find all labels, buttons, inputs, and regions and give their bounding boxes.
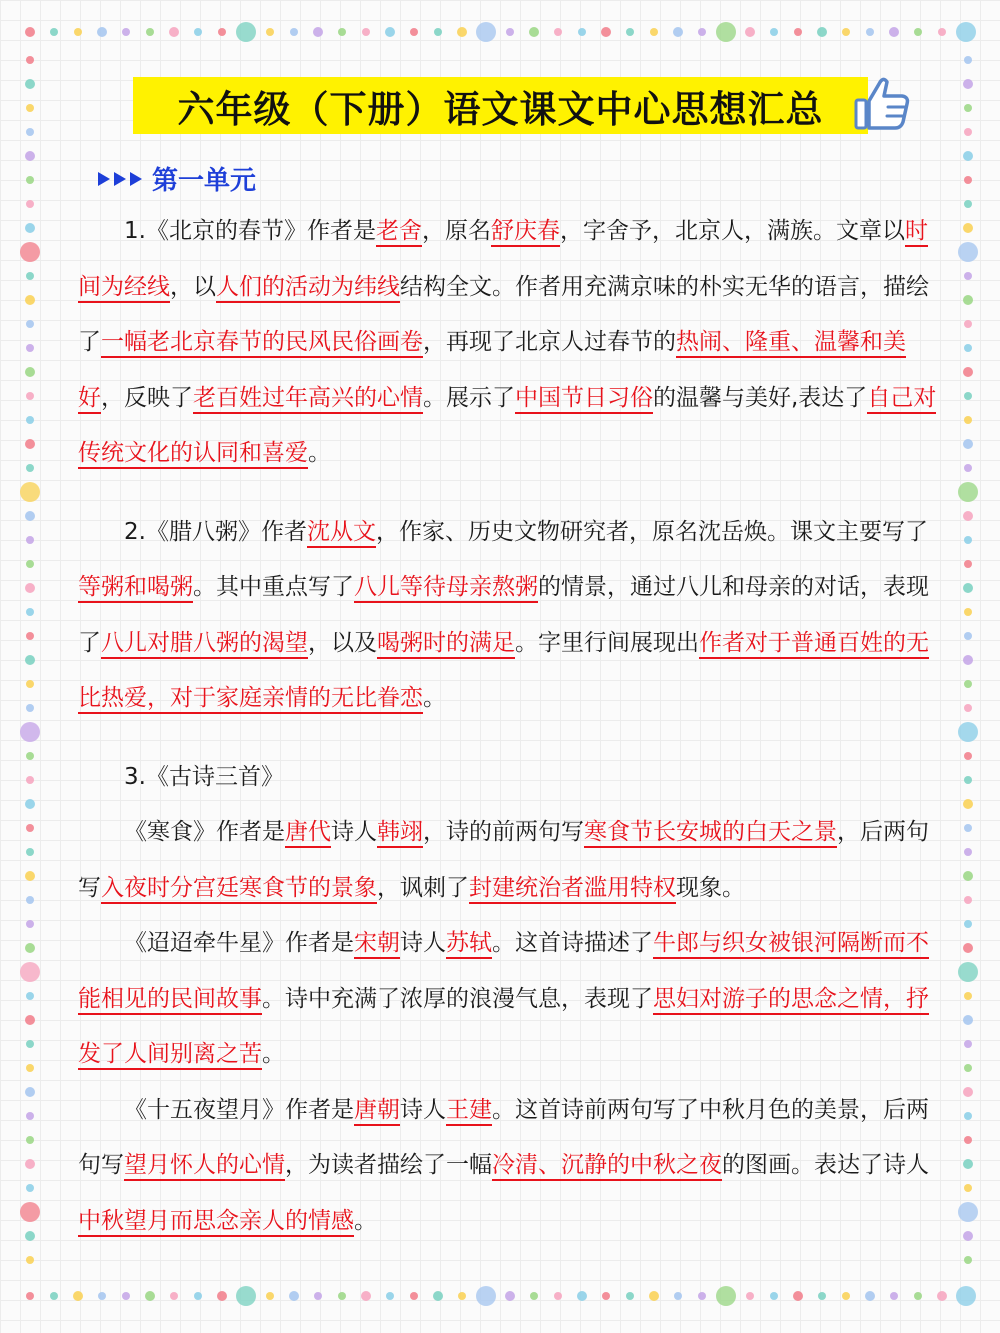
paragraph-text: ，再现了北京人过春节的: [423, 329, 676, 355]
border-dot: [20, 242, 40, 262]
border-dot: [122, 1292, 130, 1300]
border-dot: [963, 799, 973, 809]
paragraph-text: 诗人: [400, 930, 446, 956]
border-dot: [964, 416, 972, 424]
border-dot: [26, 1064, 34, 1072]
border-dot: [963, 439, 973, 449]
paragraph-text: 。字里行间展现出: [515, 629, 699, 656]
paragraph-text: 3.《古诗三首》: [124, 763, 284, 790]
border-dot: [410, 28, 418, 36]
border-dot: [842, 28, 850, 36]
border-dot: [958, 722, 978, 742]
border-dot: [958, 1202, 978, 1222]
paragraph-text: 。诗中充满了浓厚的浪漫气息，表现了: [262, 985, 653, 1012]
border-dot: [964, 320, 972, 328]
paragraph-text: 的情景，通过八儿和母亲的对话，表现了: [78, 574, 929, 656]
border-dot: [386, 1292, 394, 1300]
border-dot: [505, 1291, 515, 1301]
border-dot: [794, 28, 802, 36]
border-dot: [963, 583, 973, 593]
border-dot: [26, 272, 34, 280]
border-dot: [964, 896, 972, 904]
highlighted-keyword: 作者对于普通百姓的无比热爱，对于家庭亲情的无比眷恋: [78, 630, 929, 715]
border-dot: [866, 28, 874, 36]
highlighted-keyword: 等粥和喝粥: [78, 574, 193, 603]
border-dot: [26, 680, 34, 688]
paragraph-text: 。: [308, 440, 331, 466]
paragraph-text: ，原名: [421, 218, 491, 244]
border-dot: [20, 482, 40, 502]
border-dot: [25, 871, 35, 881]
paragraph-text: 诗人: [331, 819, 377, 845]
border-dot: [770, 1292, 778, 1300]
border-dot: [217, 1291, 227, 1301]
page-title: 六年级（下册）语文课文中心思想汇总: [177, 87, 824, 131]
border-dot: [964, 1112, 972, 1120]
border-dot: [410, 1292, 418, 1300]
unit-heading-text: 第一单元: [152, 166, 257, 196]
paragraph-text: 结构全文。作者用充满京味的朴实无华的语言，描绘了: [78, 273, 929, 355]
border-dot: [958, 962, 978, 982]
border-dot: [964, 824, 972, 832]
paragraph-p3: [78, 750, 940, 806]
paragraph-text: ，作家、历史文物研究者，原名沈岳焕。课文主要写了: [375, 518, 928, 545]
paragraph-text: 《十五夜望月》作者是: [124, 1096, 354, 1123]
border-dot: [476, 22, 496, 42]
paragraph-p1: [78, 204, 940, 482]
border-dot: [578, 28, 586, 36]
border-dot: [194, 28, 202, 36]
border-dot: [20, 1202, 40, 1222]
border-dot: [865, 1291, 875, 1301]
border-dot: [26, 992, 34, 1000]
border-dot: [26, 1256, 34, 1264]
border-dot: [963, 511, 973, 521]
border-dot: [25, 1015, 35, 1025]
triple-arrow-icon: [98, 172, 146, 186]
border-dot: [963, 295, 973, 305]
border-dot: [74, 28, 82, 36]
border-dot: [50, 28, 58, 36]
border-dot: [964, 920, 972, 928]
border-dot: [457, 27, 467, 37]
border-dot: [842, 1292, 850, 1300]
highlighted-keyword: 唐代: [285, 819, 331, 848]
paragraph-text: ，为读者描绘了一幅: [285, 1152, 492, 1178]
border-dot: [194, 1292, 202, 1300]
border-dot: [964, 176, 972, 184]
border-dot: [626, 1292, 634, 1300]
border-dot: [964, 104, 972, 112]
border-dot: [26, 536, 34, 544]
paragraph-text: ，讽刺了: [377, 874, 469, 901]
border-dot: [476, 1286, 496, 1306]
border-dot: [716, 1286, 736, 1306]
highlighted-keyword: 冷清、沉静的中秋之夜: [492, 1152, 722, 1181]
border-dot: [650, 28, 658, 36]
border-dot: [361, 1291, 371, 1301]
border-dot: [362, 28, 370, 36]
border-dot: [26, 560, 34, 568]
highlighted-keyword: 望月怀人的心情: [124, 1152, 285, 1181]
border-dot: [963, 1159, 973, 1169]
highlighted-keyword: 寒食节长安城的白天之景: [584, 819, 837, 848]
border-dot: [26, 632, 34, 640]
paragraph-text: 1.《北京的春节》作者是: [124, 218, 376, 244]
border-dot: [964, 992, 972, 1000]
border-dot: [818, 1292, 826, 1300]
border-dot: [889, 27, 899, 37]
border-dot: [506, 28, 514, 36]
highlighted-keyword: 老百姓过年高兴的心情: [193, 385, 423, 414]
border-dot: [745, 27, 755, 37]
border-dot: [914, 1292, 922, 1300]
unit-heading: [98, 160, 256, 197]
paragraph-p5: [78, 916, 940, 1083]
paragraph-text: ，后两句写: [78, 819, 929, 901]
border-dot: [433, 1291, 443, 1301]
border-dot: [530, 1292, 538, 1300]
border-dot: [26, 1040, 34, 1048]
highlighted-keyword: 中国节日习俗: [515, 385, 653, 414]
border-dot: [289, 1291, 299, 1301]
border-dot: [964, 704, 972, 712]
paragraph-text: 。: [262, 1041, 285, 1067]
highlighted-keyword: 八儿等待母亲熬粥: [354, 574, 538, 603]
paragraph-p4: [78, 805, 940, 916]
border-dot: [25, 223, 35, 233]
border-dot: [26, 104, 34, 112]
border-dot: [458, 1292, 466, 1300]
highlighted-keyword: 喝粥时的满足: [377, 630, 515, 659]
border-dot: [793, 1291, 803, 1301]
highlighted-keyword: 老舍: [376, 218, 422, 247]
border-dot: [770, 28, 778, 36]
paragraph-text: ，诗的前两句写: [423, 819, 584, 845]
border-dot: [338, 28, 346, 36]
paragraph-text: 的图画。表达了诗人: [722, 1152, 929, 1178]
border-dot: [964, 776, 972, 784]
highlighted-keyword: 沈从文: [307, 519, 376, 548]
border-dot: [964, 848, 972, 856]
border-dot: [26, 752, 34, 760]
border-dot: [26, 344, 34, 352]
border-dot: [964, 200, 972, 208]
border-dot: [716, 22, 736, 42]
border-dot: [956, 22, 976, 42]
border-dot: [26, 920, 34, 928]
border-dot: [26, 1112, 34, 1120]
highlighted-keyword: 一幅老北京春节的民风民俗画卷: [101, 329, 423, 358]
paragraph-text: 现象。: [676, 874, 745, 901]
highlighted-keyword: 牛郎与织女被银河隔断而不能相见的民间故事: [78, 930, 929, 1015]
border-dot: [817, 27, 827, 37]
border-dot: [26, 392, 34, 400]
border-dot: [26, 608, 34, 616]
border-dot: [73, 1291, 83, 1301]
border-dot: [964, 56, 972, 64]
border-dot: [26, 320, 34, 328]
border-dot: [314, 1292, 322, 1300]
highlighted-keyword: 热闹、隆重、温馨和美好: [78, 329, 906, 414]
paragraph-text: 2.《腊八粥》作者: [124, 518, 307, 545]
border-dot: [122, 28, 130, 36]
border-dot: [385, 27, 395, 37]
border-dot: [25, 1159, 35, 1169]
border-dot: [25, 511, 35, 521]
border-dot: [963, 223, 973, 233]
thumbs-up-icon: [850, 70, 916, 136]
border-dot: [266, 1292, 274, 1300]
border-dot: [26, 1292, 34, 1300]
border-dot: [963, 1231, 973, 1241]
highlighted-keyword: 唐朝: [354, 1097, 400, 1126]
border-dot: [26, 464, 34, 472]
border-dot: [964, 632, 972, 640]
border-dot: [964, 680, 972, 688]
border-dot: [890, 1292, 898, 1300]
border-dot: [170, 1292, 178, 1300]
highlighted-keyword: 中秋望月而思念亲人的情感: [78, 1208, 354, 1237]
border-dot: [25, 79, 35, 89]
paragraph-text: ，以: [170, 273, 216, 300]
border-dot: [746, 1292, 754, 1300]
border-dot: [963, 1087, 973, 1097]
highlighted-keyword: 苏轼: [446, 930, 492, 959]
paragraph-text: 。展示了: [423, 384, 515, 411]
highlighted-keyword: 舒庆春: [491, 218, 560, 247]
border-dot: [98, 1292, 106, 1300]
highlighted-keyword: 宋朝: [354, 930, 400, 959]
paragraph-text: 。这首诗描述了: [492, 930, 653, 956]
highlighted-keyword: 时间为经线: [78, 218, 928, 303]
border-dot: [963, 367, 973, 377]
border-dot: [25, 943, 35, 953]
highlighted-keyword: 人们的活动为纬线: [216, 274, 400, 303]
border-dot: [963, 1015, 973, 1025]
highlighted-keyword: 八儿对腊八粥的渴望: [101, 630, 308, 659]
border-dot: [26, 824, 34, 832]
border-dot: [554, 28, 562, 36]
border-dot: [914, 28, 922, 36]
border-dot: [290, 28, 298, 36]
border-dot: [20, 962, 40, 982]
border-dot: [964, 536, 972, 544]
border-dot: [218, 28, 226, 36]
content-body: [78, 204, 940, 1249]
paragraph-text: 《迢迢牵牛星》作者是: [124, 930, 354, 956]
border-dot: [266, 28, 274, 36]
border-dot: [50, 1292, 58, 1300]
border-dot: [26, 128, 34, 136]
highlighted-keyword: 韩翊: [377, 819, 423, 848]
border-dot: [26, 56, 34, 64]
border-dot: [26, 416, 34, 424]
border-dot: [674, 1292, 682, 1300]
border-dot: [963, 79, 973, 89]
border-dot: [958, 482, 978, 502]
border-dot: [434, 28, 442, 36]
border-dot: [25, 655, 35, 665]
border-dot: [964, 464, 972, 472]
highlighted-keyword: 自己对传统文化的认同和喜爱: [78, 385, 936, 470]
border-dot: [26, 176, 34, 184]
border-dot: [577, 1291, 587, 1301]
border-dot: [26, 848, 34, 856]
border-dot: [698, 1292, 706, 1300]
border-dot: [236, 1286, 256, 1306]
paragraph-text: ，以及: [308, 629, 377, 656]
border-dot: [673, 27, 683, 37]
border-dot: [964, 1136, 972, 1144]
border-dot: [963, 655, 973, 665]
border-dot: [25, 151, 35, 161]
border-dot: [601, 27, 611, 37]
border-dot: [26, 896, 34, 904]
highlighted-keyword: 入夜时分宫廷寒食节的景象: [101, 875, 377, 904]
border-dot: [25, 1087, 35, 1097]
border-dot: [236, 22, 256, 42]
border-dot: [20, 722, 40, 742]
border-dot: [338, 1292, 346, 1300]
border-dot: [964, 344, 972, 352]
border-dot: [25, 27, 35, 37]
border-dot: [146, 28, 154, 36]
border-dot: [626, 28, 634, 36]
border-dot: [26, 704, 34, 712]
border-dot: [25, 799, 35, 809]
border-dot: [97, 27, 107, 37]
border-dot: [963, 151, 973, 161]
border-dot: [964, 128, 972, 136]
paragraph-text: 。: [423, 685, 446, 711]
border-dot: [964, 1064, 972, 1072]
border-dot: [964, 1256, 972, 1264]
paragraph-text: 。其中重点写了: [193, 574, 354, 600]
paragraph-p6: [78, 1083, 940, 1250]
border-dot: [25, 1231, 35, 1241]
border-dot: [554, 1292, 562, 1300]
border-dot: [26, 200, 34, 208]
border-dot: [26, 776, 34, 784]
border-dot: [698, 28, 706, 36]
border-dot: [25, 295, 35, 305]
border-dot: [963, 943, 973, 953]
border-dot: [956, 1286, 976, 1306]
border-dot: [313, 27, 323, 37]
border-dot: [964, 560, 972, 568]
border-dot: [964, 392, 972, 400]
border-dot: [25, 439, 35, 449]
highlighted-keyword: 思妇对游子的思念之情，抒发了人间别离之苦: [78, 986, 929, 1071]
border-dot: [145, 1291, 155, 1301]
highlighted-keyword: 王建: [446, 1097, 492, 1126]
paragraph-text: 。: [354, 1207, 377, 1234]
border-dot: [938, 28, 946, 36]
highlighted-keyword: 封建统治者滥用特权: [469, 875, 676, 904]
border-dot: [26, 1136, 34, 1144]
paragraph-text: 《寒食》作者是: [124, 819, 285, 845]
border-dot: [964, 1184, 972, 1192]
border-dot: [964, 1040, 972, 1048]
paragraph-text: 诗人: [400, 1096, 446, 1123]
border-dot: [25, 583, 35, 593]
border-dot: [963, 871, 973, 881]
border-dot: [964, 752, 972, 760]
border-dot: [964, 608, 972, 616]
paragraph-text: ，字舍予，北京人，满族。文章以: [559, 218, 905, 244]
border-dot: [937, 1291, 947, 1301]
border-dot: [602, 1292, 610, 1300]
border-dot: [169, 27, 179, 37]
paragraph-p2: [78, 505, 940, 727]
border-dot: [964, 272, 972, 280]
paragraph-text: ，反映了: [101, 384, 193, 411]
border-dot: [529, 27, 539, 37]
paragraph-text: 。这首诗前两句写了中秋月色的美景，后两句写: [78, 1096, 929, 1178]
paragraph-text: 的温馨与美好,表达了: [653, 384, 868, 411]
border-dot: [26, 1184, 34, 1192]
border-dot: [958, 242, 978, 262]
border-dot: [649, 1291, 659, 1301]
border-dot: [25, 367, 35, 377]
